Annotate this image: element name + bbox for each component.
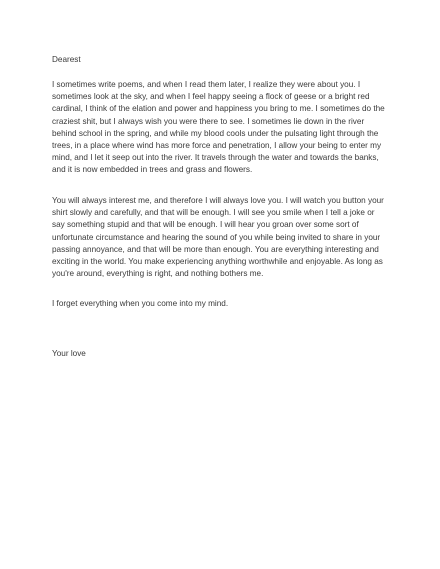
paragraph-2 (52, 195, 392, 280)
salutation: Dearest (52, 55, 81, 64)
paragraph-line: you're around, everything is right, and nothing bothers me. (52, 269, 264, 279)
paragraph-line: exciting in the world. You make experiencing anything worthwhile and enjoyable. As long as (52, 257, 383, 267)
paragraph-line: behind school in the spring, and while my blood cools under the pulsating light through the (52, 128, 379, 138)
paragraph-line: mind, and I let it seep out into the river. It travels through the water and towards the banks, (52, 153, 379, 163)
paragraph-line: unfortunate circumstance and hearing the sound of you while being invited to share in your (52, 232, 381, 242)
paragraph-line: shirt slowly and carefully, and that will be enough. I will see you smile when I tell a joke or (52, 208, 375, 218)
paragraph-3 (52, 298, 392, 310)
paragraph-line: craziest shit, but I always wish you were there to see. I sometimes lie down in the river (52, 116, 365, 126)
paragraph-line: sometimes look at the sky, and when I feel happy seeing a flock of geese or a bright red (52, 92, 370, 102)
paragraph-line: You will always interest me, and therefore I will always love you. I will watch you button your (52, 196, 384, 205)
paragraph-1 (52, 79, 392, 177)
paragraph-line: say something stupid and that will be enough. I will hear you groan over some sort of (52, 220, 359, 230)
paragraph-line: and it is now embedded in trees and grass and flowers. (52, 165, 253, 175)
paragraph-line: trees, in a place where wind has more force and penetration, I allow your being to enter my (52, 141, 382, 151)
paragraph-line: cardinal, I think of the elation and power and happiness you bring to me. I sometimes do the (52, 104, 385, 114)
closing: Your love (52, 349, 86, 358)
paragraph-line: passing annoyance, and that will be more than enough. You are everything interesting and (52, 244, 379, 254)
paragraph-line: I sometimes write poems, and when I read them later, I realize they were about you. I (52, 80, 361, 89)
paragraph-line: I forget everything when you come into my mind. (52, 299, 229, 308)
